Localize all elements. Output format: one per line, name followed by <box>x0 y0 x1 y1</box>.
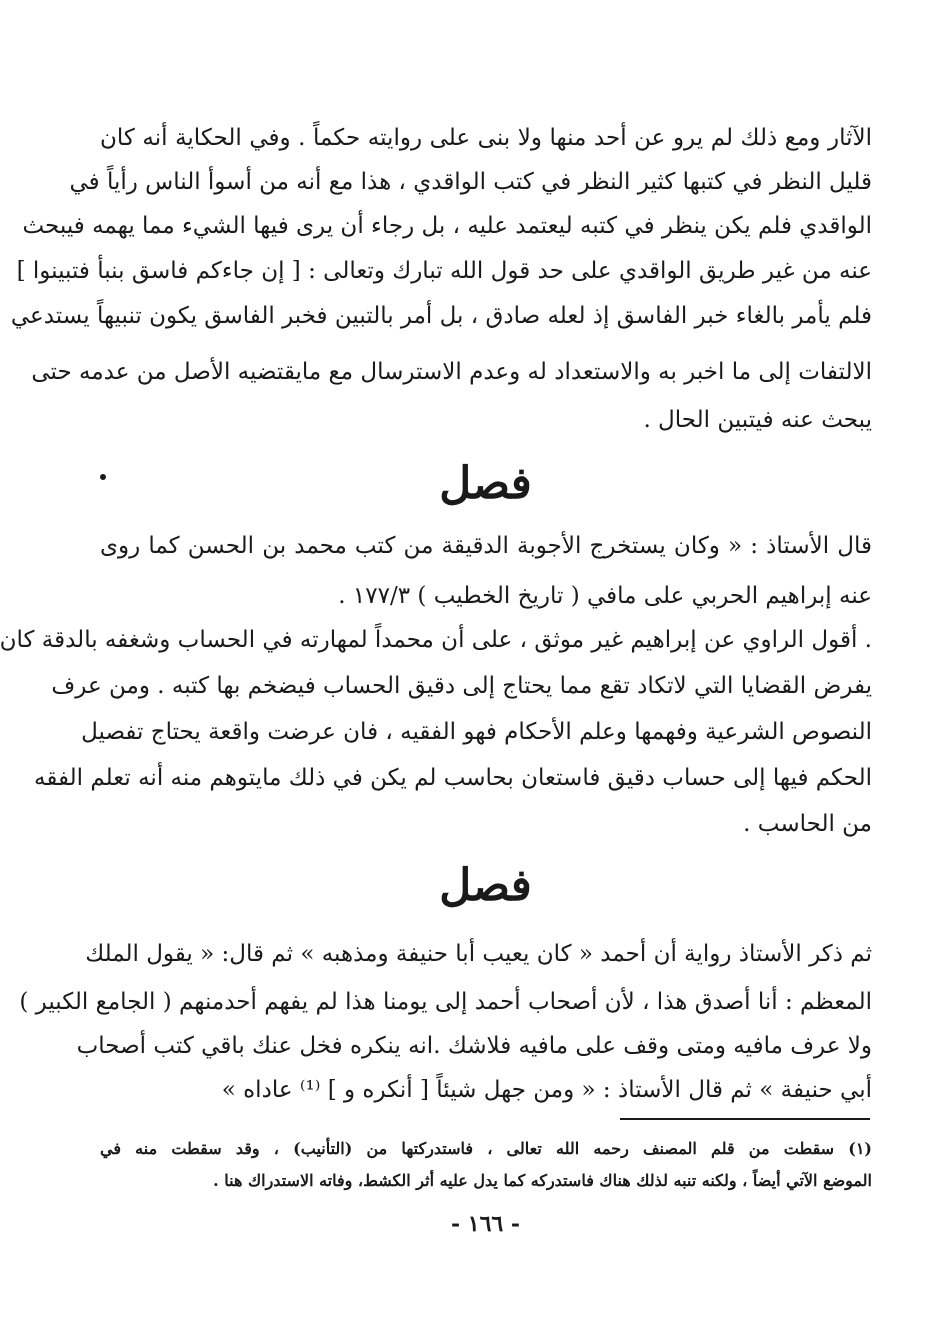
text-line: عنه من غير طريق الواقدي على حد قول الله تبارك وتعالى : [ إن جاءكم فاسق بنبأ فتبينوا ] <box>16 258 872 284</box>
text-line: الحكم فيها إلى حساب دقيق فاستعان بحاسب لم يكن في ذلك مايتوهم منه أنه تعلم الفقه <box>34 765 872 791</box>
text-line: المعظم : أنا أصدق هذا ، لأن أصحاب أحمد إلى يومنا هذا لم يفهم أحدمنهم ( الجامع الكبير ) <box>19 989 872 1015</box>
text-line: الواقدي فلم يكن ينظر في كتبه ليعتمد عليه ، بل رجاء أن يرى فيها الشيء مما يهمه فيبحث <box>22 213 872 239</box>
text-line: الآثار ومع ذلك لم يرو عن أحد منها ولا بنى على روايته حكماً . وفي الحكاية أنه كان <box>100 125 872 151</box>
text-line: يبحث عنه فيتبين الحال . <box>643 407 872 433</box>
text-line: قال الأستاذ : « وكان يستخرج الأجوبة الدقيقة من كتب محمد بن الحسن كما روى <box>100 533 872 559</box>
text-line: النصوص الشرعية وفهمها وعلم الأحكام فهو الفقيه ، فان عرضت واقعة يحتاج تفصيل <box>81 719 872 745</box>
text-line: يفرض القضايا التي لاتكاد تقع مما يحتاج إلى دقيق الحساب فيضخم بها كتبه . ومن عرف <box>51 673 872 699</box>
text-line: ثم ذكر الأستاذ رواية أن أحمد « كان يعيب أبا حنيفة ومذهبه » ثم قال: « يقول الملك <box>85 941 872 967</box>
section-heading: فصل <box>439 458 532 509</box>
text-line: فلم يأمر بالغاء خبر الفاسق إذ لعله صادق ، بل أمر بالتبين فخبر الفاسق يكون تنبيهاً يستدعي <box>10 303 872 329</box>
text-line: ولا عرف مافيه ومتى وقف على مافيه فلاشك .انه ينكره فخل عنك باقي كتب أصحاب <box>76 1033 872 1059</box>
text-line: قليل النظر في كتبها كثير النظر في كتب الواقدي ، هذا مع أنه من أسوأ الناس رأياً في <box>69 169 872 195</box>
footnote-line: الموضع الآتي أيضاً ، ولكنه تنبه لذلك هناك فاستدركه كما يدل عليه أثر الكشط، وفاته الاستدراك هنا . <box>213 1171 872 1190</box>
footnote-line: (١) سقطت من قلم المصنف رحمه الله تعالى ، فاستدركتها من (التأنيب) ، وقد سقطت منه في <box>100 1139 872 1158</box>
text-line: عنه إبراهيم الحربي على مافي ( تاريخ الخطيب ) ١٧٧/٣ . <box>338 583 872 609</box>
text-line: من الحاسب . <box>743 811 872 837</box>
text-line: أبي حنيفة » ثم قال الأستاذ : « ومن جهل شيئاً [ أنكره و ] ⁽¹⁾ عاداه » <box>221 1077 872 1103</box>
page-number: - ١٦٦ - <box>450 1211 521 1237</box>
text-line: . أقول الراوي عن إبراهيم غير موثق ، على أن محمداً لمهارته في الحساب وشغفه بالدقة كان <box>0 627 872 653</box>
footnote-divider <box>620 1118 870 1120</box>
section-heading: فصل <box>439 860 532 911</box>
text-line: الالتفات إلى ما اخبر به والاستعداد له وعدم الاسترسال مع مايقتضيه الأصل من عدمه حتى <box>31 359 872 385</box>
